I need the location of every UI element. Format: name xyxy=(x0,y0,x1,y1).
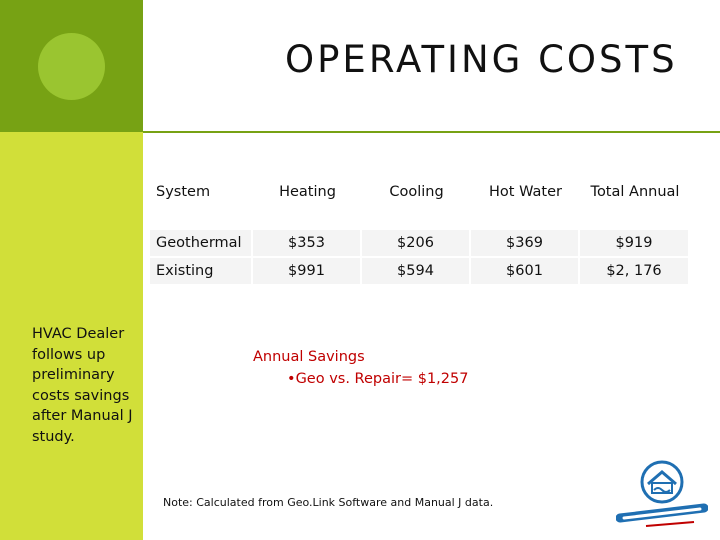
header-system: System xyxy=(156,184,211,200)
header-heating: Heating xyxy=(279,184,336,200)
table-cell: Geothermal xyxy=(150,230,253,258)
savings-bullet-line xyxy=(287,369,468,390)
table-row xyxy=(150,258,690,286)
header-cooling: Cooling xyxy=(389,184,444,200)
slide-title: OPERATING COSTS xyxy=(285,38,678,81)
table-row xyxy=(150,230,690,258)
table-cell: $594 xyxy=(362,258,471,286)
table-cell: $991 xyxy=(253,258,362,286)
sidebar-note: HVAC Dealer follows up preliminary costs savings after Manual J study. xyxy=(32,326,133,445)
operating-costs-table xyxy=(150,178,690,286)
footnote: Note: Calculated from Geo.Link Software and Manual J data. xyxy=(163,496,494,509)
table-cell: $2, 176 xyxy=(580,258,690,286)
bullet-marker: • xyxy=(287,371,296,387)
header-total-annual: Total Annual xyxy=(590,184,680,200)
table-cell: $353 xyxy=(253,230,362,258)
table-cell: $919 xyxy=(580,230,690,258)
savings-text: Geo vs. Repair= $1,257 xyxy=(295,371,469,387)
table-cell: $369 xyxy=(471,230,580,258)
table-cell: $206 xyxy=(362,230,471,258)
table-cell: $601 xyxy=(471,258,580,286)
savings-heading: Annual Savings xyxy=(253,349,365,365)
table-cell: Existing xyxy=(150,258,253,286)
waterfurnace-logo-icon xyxy=(616,458,708,532)
header-hot-water: Hot Water xyxy=(489,184,562,200)
header-divider xyxy=(143,131,720,133)
decorative-circle xyxy=(38,33,105,100)
table-header-row xyxy=(150,178,690,230)
